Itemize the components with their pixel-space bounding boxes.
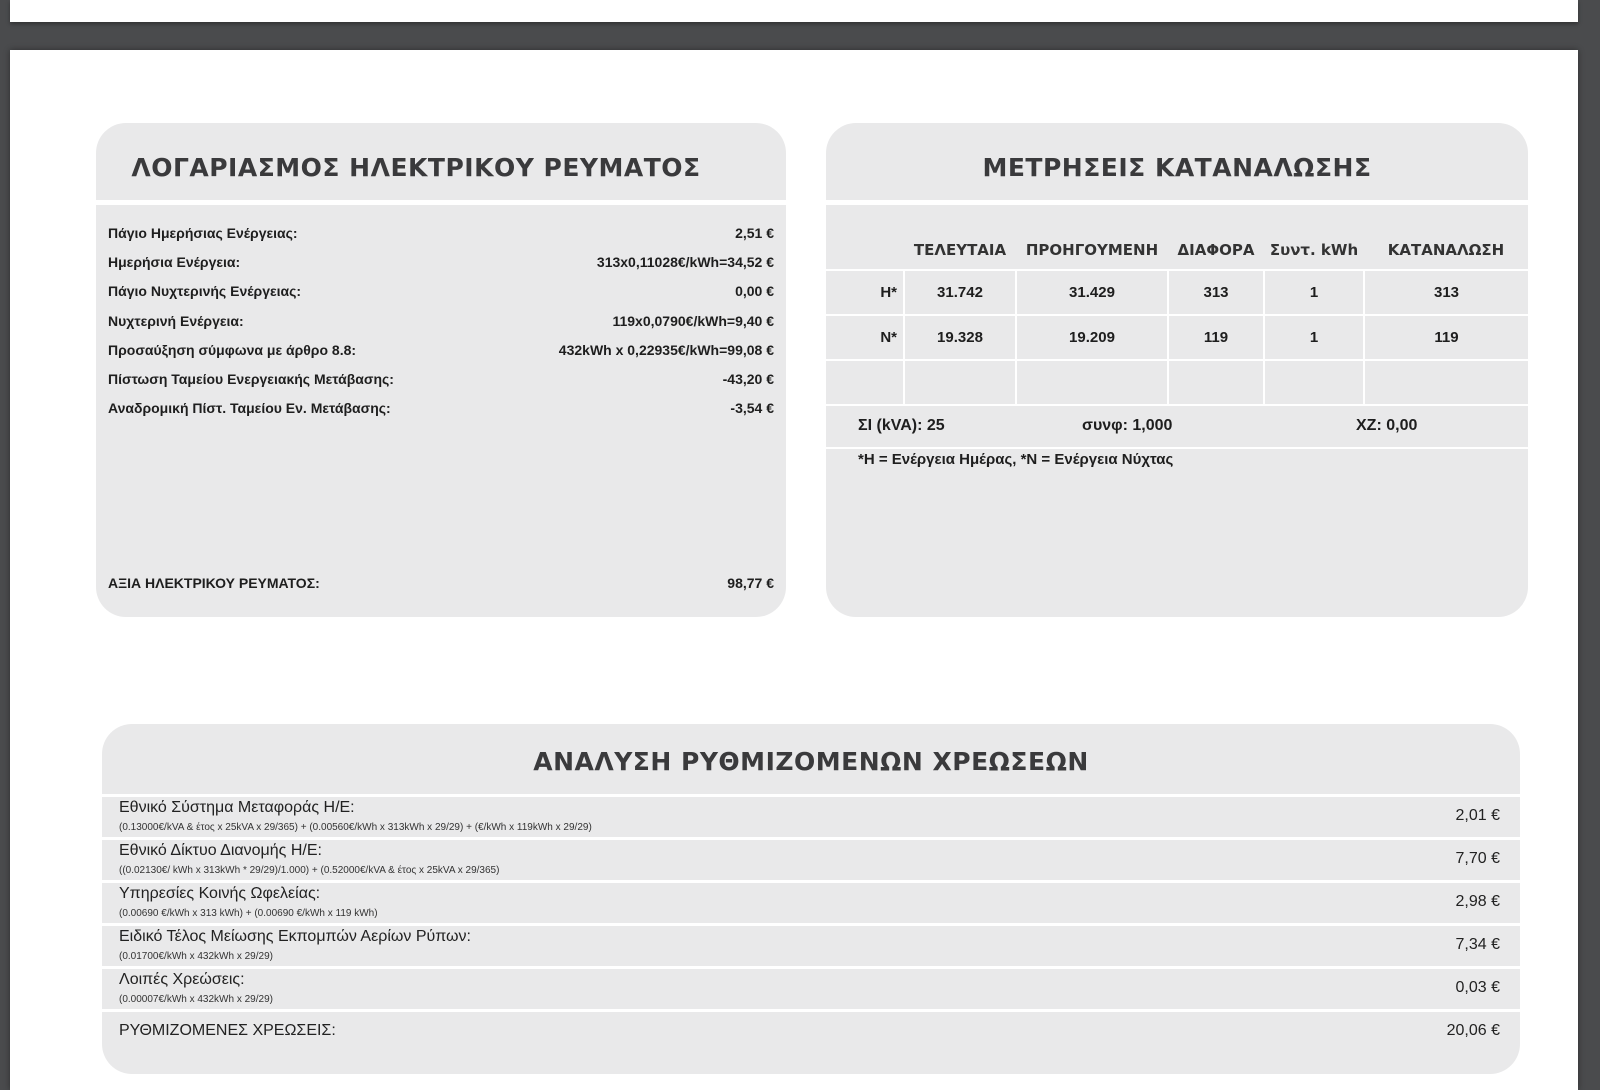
measurements-separator [826,200,1528,205]
bill-row [108,396,774,425]
table-cell: 313 [1168,270,1264,315]
table-cell [1264,360,1364,405]
charge-row [102,923,1520,966]
bill-row [108,250,774,279]
bill-row-value: -3,54 € [730,400,774,417]
regulated-title: ΑΝΑΛΥΣΗ ΡΥΘΜΙΖΟΜΕΝΩΝ ΧΡΕΩΣΕΩΝ [533,747,1089,776]
measurements-note: *Η = Ενέργεια Ημέρας, *Ν = Ενέργεια Νύχτας [858,451,1174,468]
regulated-total-label: ΡΥΘΜΙΖΟΜΕΝΕΣ ΧΡΕΩΣΕΙΣ: [119,1022,336,1039]
measurements-title: ΜΕΤΡΗΣΕΙΣ ΚΑΤΑΝΑΛΩΣΗΣ [982,153,1372,182]
bill-row [108,367,774,396]
bill-total-value: 98,77 € [727,575,774,591]
document-page [10,50,1578,1090]
bill-row-value: 313x0,11028€/kWh=34,52 € [596,254,774,271]
bill-row-label: Αναδρομική Πίστ. Ταμείου Εν. Μετάβασης: [108,400,391,417]
bill-row [108,279,774,308]
bill-row [108,309,774,338]
regulated-rows [102,794,1520,1052]
table-cell: 31.429 [1016,270,1168,315]
measurements-footer [826,405,1528,449]
table-cell: 313 [1364,270,1528,315]
bill-row-label: Ημερήσια Ενέργεια: [108,254,241,271]
measurements-table [826,231,1528,406]
bill-total [108,575,774,591]
bill-row-label: Πάγιο Ημερήσιας Ενέργειας: [108,225,298,241]
charge-formula: (0.00007€/kWh x 432kWh x 29/29) [119,994,273,1005]
bill-title: ΛΟΓΑΡΙΑΣΜΟΣ ΗΛΕΚΤΡΙΚΟΥ ΡΕΥΜΑΤΟΣ [131,153,701,182]
column-header: ΔΙΑΦΟΡΑ [1168,231,1264,270]
charge-name: Ειδικό Τέλος Μείωσης Εκπομπών Αερίων Ρύπων: [119,928,471,945]
charge-formula: (0.13000€/kVA & έτος x 25kVA x 29/365) + (0.00560€/kWh x 313kWh x 29/29) + (€/kWh x 119kWh x 29/29) [119,822,592,833]
regulated-total [102,1009,1520,1052]
bill-row [108,221,774,250]
charge-formula: ((0.02130€/ kWh x 313kWh * 29/29)/1.000) + (0.52000€/kVA & έτος x 25kVA x 29/365) [119,865,500,876]
table-cell: 19.328 [904,315,1016,360]
charge-amount: 2,98 € [1455,893,1500,910]
charge-name: Υπηρεσίες Κοινής Ωφελείας: [119,885,321,902]
table-cell: 19.209 [1016,315,1168,360]
bill-row-value: 2,51 € [735,225,774,241]
previous-page [10,0,1578,22]
column-header [826,231,904,270]
table-cell: 31.742 [904,270,1016,315]
charge-name: Εθνικό Σύστημα Μεταφοράς Η/Ε: [119,799,355,816]
charge-row [102,794,1520,837]
charge-amount: 2,01 € [1455,807,1500,824]
regulated-total-value: 20,06 € [1446,1022,1500,1039]
bill-total-label: ΑΞΙΑ ΗΛΕΚΤΡΙΚΟΥ ΡΕΥΜΑΤΟΣ: [108,575,320,591]
column-header: ΤΕΛΕΥΤΑΙΑ [904,231,1016,270]
table-cell: 119 [1364,315,1528,360]
table-cell: Η* [826,270,904,315]
bill-separator [96,200,786,205]
table-cell: 1 [1264,315,1364,360]
charge-amount: 7,34 € [1455,936,1500,953]
bill-row-label: Πίστωση Ταμείου Ενεργειακής Μετάβασης: [108,370,394,387]
charge-name: Εθνικό Δίκτυο Διανομής Η/Ε: [119,842,322,859]
bill-row-value: 0,00 € [735,283,774,300]
table-cell [1016,360,1168,405]
column-header: ΚΑΤΑΝΑΛΩΣΗ [1364,231,1528,270]
bill-row-value: -43,20 € [722,370,774,387]
table-cell [1168,360,1264,405]
charge-row [102,966,1520,1009]
measurements-panel [826,123,1528,617]
charge-amount: 7,70 € [1455,850,1500,867]
bill-row-value: 119x0,0790€/kWh=9,40 € [612,312,774,329]
synf-value: συνφ: 1,000 [1082,417,1173,434]
table-row [826,315,1528,360]
xz-value: ΧΖ: 0,00 [1356,417,1418,434]
column-header: ΠΡΟΗΓΟΥΜΕΝΗ [1016,231,1168,270]
column-header: Συντ. kWh [1264,231,1364,270]
table-cell [1364,360,1528,405]
charge-row [102,837,1520,880]
regulated-charges-panel [102,724,1520,1074]
table-header-row [826,231,1528,270]
table-cell: Ν* [826,315,904,360]
table-cell [904,360,1016,405]
table-row [826,270,1528,315]
si-value: ΣΙ (kVA): 25 [858,417,945,434]
bill-row-label: Νυχτερινή Ενέργεια: [108,312,244,329]
charge-formula: (0.01700€/kWh x 432kWh x 29/29) [119,951,273,962]
charge-formula: (0.00690 €/kWh x 313 kWh) + (0.00690 €/kWh x 119 kWh) [119,908,378,919]
bill-row [108,338,774,367]
table-row [826,360,1528,405]
bill-row-label: Πάγιο Νυχτερινής Ενέργειας: [108,283,302,300]
table-cell: 1 [1264,270,1364,315]
table-cell: 119 [1168,315,1264,360]
bill-panel [96,123,786,617]
charge-amount: 0,03 € [1455,979,1500,996]
bill-rows [108,221,774,425]
charge-name: Λοιπές Χρεώσεις: [119,971,245,988]
bill-row-label: Προσαύξηση σύμφωνα με άρθρο 8.8: [108,341,357,358]
charge-row [102,880,1520,923]
table-cell [826,360,904,405]
bill-row-value: 432kWh x 0,22935€/kWh=99,08 € [558,341,774,358]
